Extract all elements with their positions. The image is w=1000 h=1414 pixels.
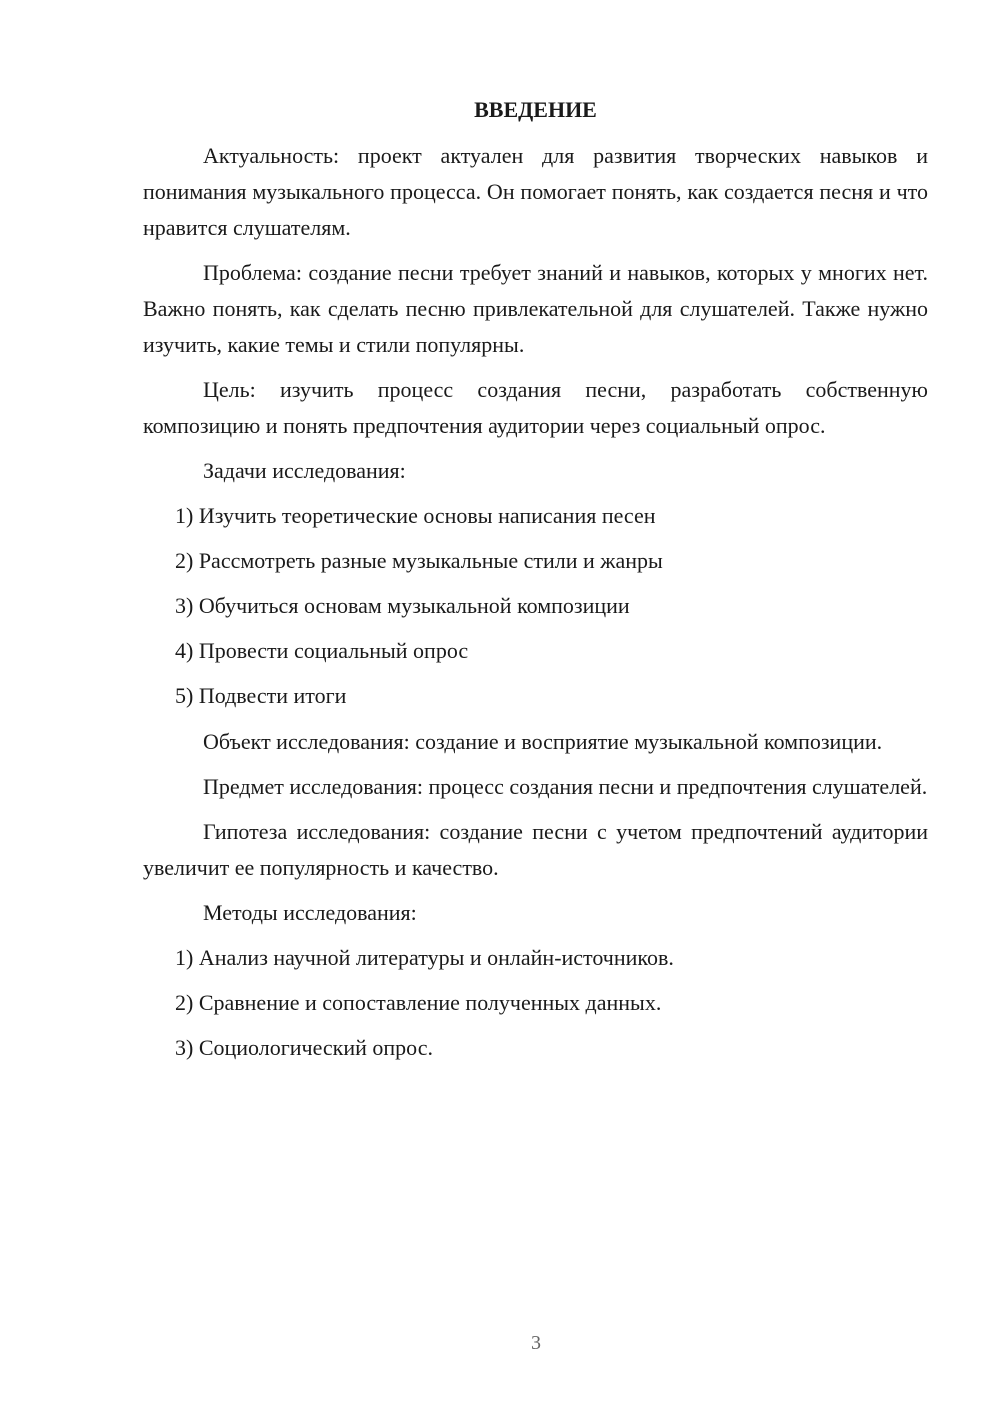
list-item: 5) Подвести итоги (175, 683, 347, 708)
list-item: 3) Обучиться основам музыкальной композиции (175, 593, 630, 618)
paragraph-relevance: Актуальность: проект актуален для развития творческих навыков и понимания музыкального процесса. Он помогает понять, как создается песня и что нравится слушателям. (143, 143, 928, 240)
list-item: 2) Сравнение и сопоставление полученных данных. (175, 990, 662, 1015)
paragraph-goal: Цель: изучить процесс создания песни, разработать собственную композицию и понять предпочтения аудитории через социальный опрос. (143, 377, 928, 438)
list-item: 1) Изучить теоретические основы написания песен (175, 503, 656, 528)
list-item: 4) Провести социальный опрос (175, 638, 469, 663)
tasks-heading: Задачи исследования: (203, 458, 406, 483)
list-item: 1) Анализ научной литературы и онлайн-источников. (175, 945, 674, 970)
page-content (143, 92, 928, 1075)
list-item: 3) Социологический опрос. (175, 1035, 433, 1060)
page-number: 3 (531, 1332, 541, 1354)
methods-heading: Методы исследования: (203, 900, 417, 925)
methods-list (143, 940, 928, 1066)
list-item: 2) Рассмотреть разные музыкальные стили и жанры (175, 548, 663, 573)
paragraph-object: Объект исследования: создание и восприятие музыкальной композиции. (203, 729, 883, 754)
tasks-list (143, 498, 928, 714)
page-title: ВВЕДЕНИЕ (474, 97, 597, 122)
paragraph-subject: Предмет исследования: процесс создания песни и предпочтения слушателей. (203, 774, 928, 799)
paragraph-problem: Проблема: создание песни требует знаний и навыков, которых у многих нет. Важно понять, как сделать песню привлекательной для слушателей. Также нужно изучить, какие темы и стили популярны. (143, 260, 928, 357)
paragraph-hypothesis: Гипотеза исследования: создание песни с учетом предпочтений аудитории увеличит ее популярность и качество. (143, 819, 928, 880)
